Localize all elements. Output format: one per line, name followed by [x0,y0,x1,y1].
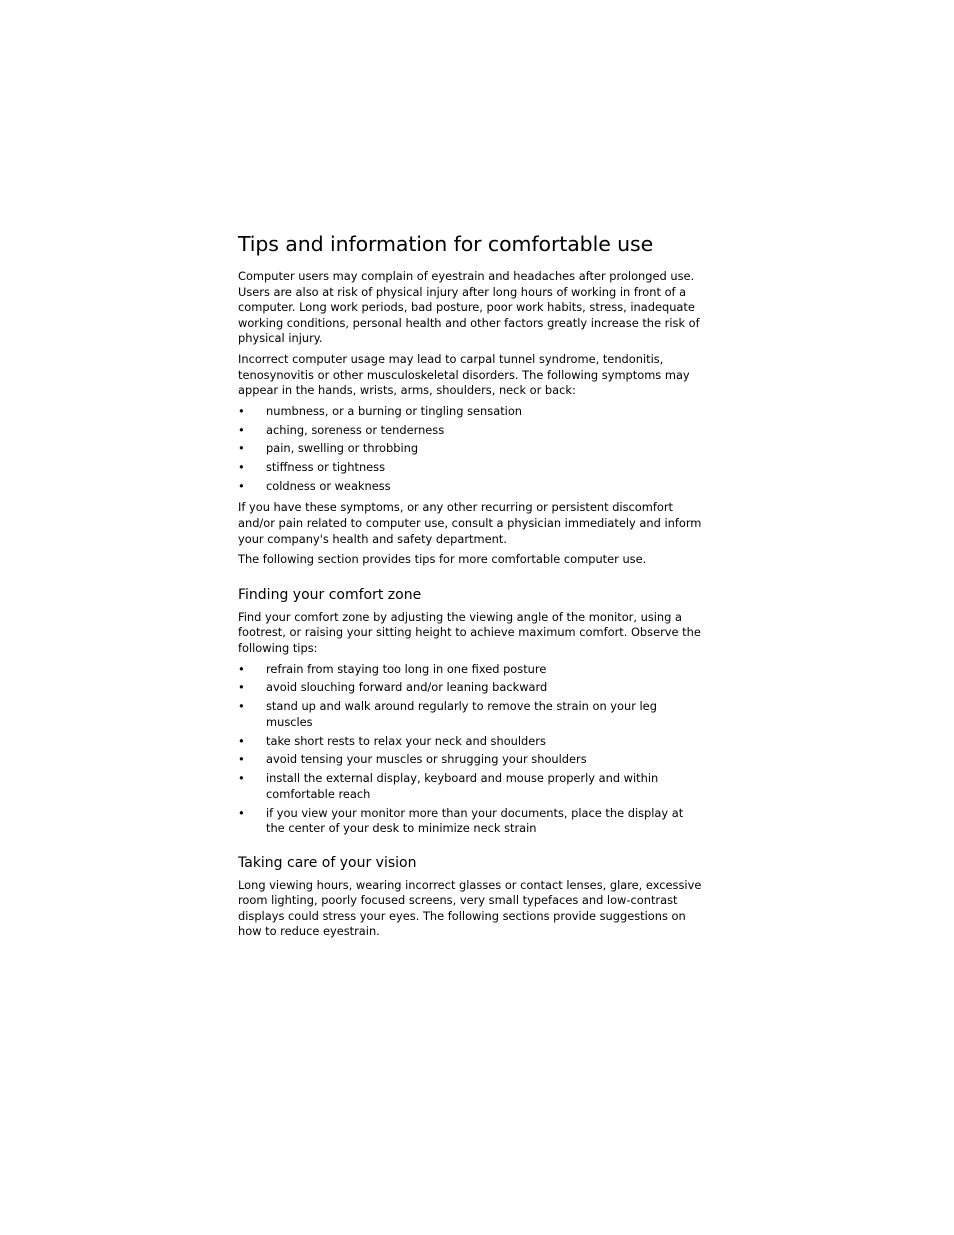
bullet-icon: • [238,403,245,418]
list-item: • pain, swelling or throbbing [238,441,419,456]
comfort-tips-list [238,662,704,837]
bullet-icon: • [238,680,245,695]
bullet-icon: • [238,661,245,676]
bullet-icon: • [238,422,245,437]
comfort-zone-heading: Finding your comfort zone [238,586,422,603]
list-item: • aching, soreness or tenderness [238,422,445,437]
bullet-icon: • [238,699,245,714]
bullet-icon: • [238,478,245,493]
list-item: • avoid tensing your muscles or shrugging your shoulders [238,752,587,767]
list-item: • stand up and walk around regularly to remove the strain on your leg muscles [238,699,657,729]
vision-paragraph: Long viewing hours, wearing incorrect glasses or contact lenses, glare, excessive room lighting, poorly focused screens, very small typefaces and low-contrast displays could stress your eyes. The following sections provide suggestions on how to reduce eyestrain. [238,877,702,939]
list-item: • numbness, or a burning or tingling sensation [238,403,523,418]
list-item: • take short rests to relax your neck and shoulders [238,733,546,748]
list-item: • if you view your monitor more than your documents, place the display at the center of your desk to minimize neck strain [238,805,684,836]
list-item: • avoid slouching forward and/or leaning backward [238,680,548,695]
list-item: • coldness or weakness [238,478,391,493]
bullet-icon: • [238,460,245,475]
bullet-icon: • [238,752,245,767]
intro-paragraph-1: Computer users may complain of eyestrain and headaches after prolonged use. Users are also at risk of physical injury after long hours of working in front of a computer. Long work periods, bad posture, poor work habits, stress, inadequate working conditions, personal health and other factors greatly increase the risk of physical injury. [238,269,700,346]
vision-heading: Taking care of your vision [238,854,417,871]
list-item: • install the external display, keyboard and mouse properly and within comfortable reach [238,771,659,801]
intro-paragraph-2: Incorrect computer usage may lead to carpal tunnel syndrome, tendonitis, tenosynovitis or other musculoskeletal disorders. The following symptoms may appear in the hands, wrists, arms, shoulders, neck or back: [238,351,690,398]
bullet-icon: • [238,441,245,456]
section-intro-paragraph: The following section provides tips for more comfortable computer use. [238,552,647,567]
symptoms-list [238,404,704,495]
document-page [238,230,704,945]
page-title: Tips and information for comfortable use [238,232,654,256]
list-item: • stiffness or tightness [238,460,386,475]
comfort-zone-paragraph: Find your comfort zone by adjusting the viewing angle of the monitor, using a footrest, or raising your sitting height to achieve maximum comfort. Observe the following tips: [238,609,701,656]
bullet-icon: • [238,805,245,820]
bullet-icon: • [238,733,245,748]
consult-paragraph: If you have these symptoms, or any other recurring or persistent discomfort and/or pain related to computer use, consult a physician immediately and inform your company's health and safety department. [238,500,702,546]
list-item: • refrain from staying too long in one fixed posture [238,661,547,676]
bullet-icon: • [238,771,245,786]
